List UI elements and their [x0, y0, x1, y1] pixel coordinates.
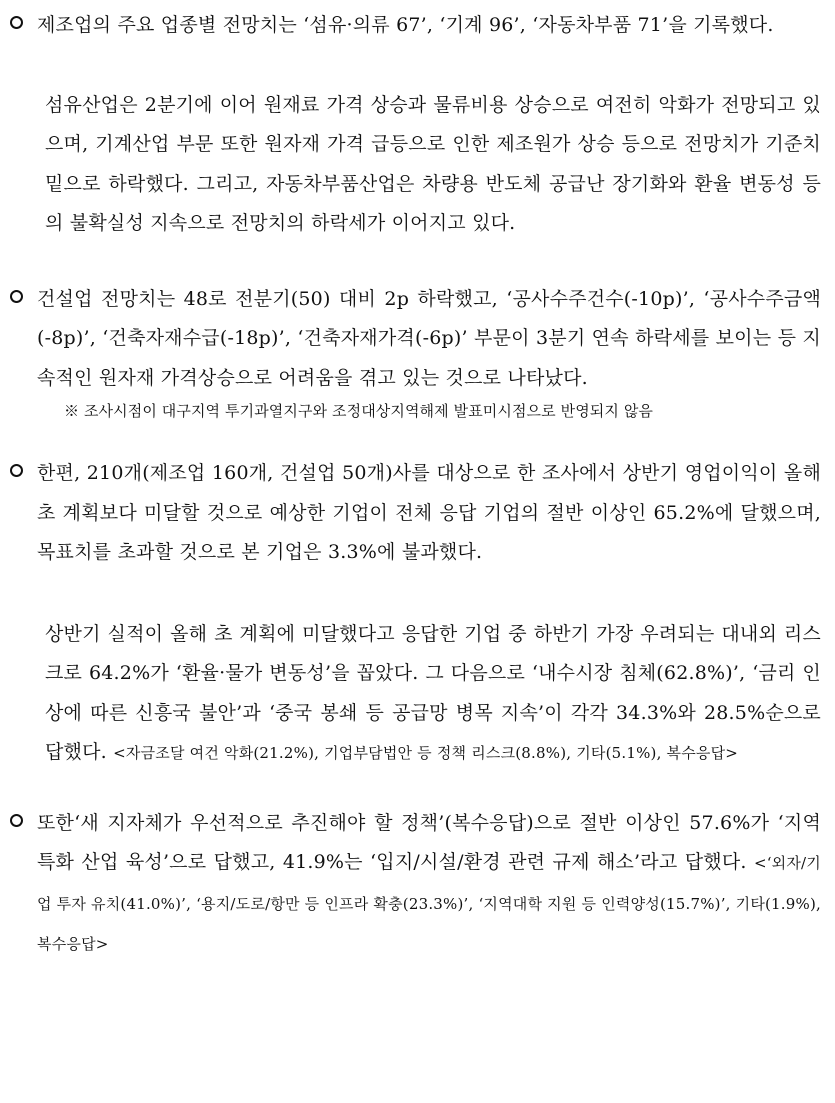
hollow-circle-bullet-icon: [10, 290, 23, 303]
hollow-circle-bullet-icon: [10, 814, 23, 827]
hollow-circle-bullet-icon: [10, 464, 23, 477]
bullet-survey: [8, 454, 821, 573]
survey-detail-main: 상반기 실적이 올해 초 계획에 미달했다고 응답한 기업 중 하반기 가장 우려되는 대내외 리스크로 64.2%가 ‘환율·물가 변동성’을 꼽았다. 그 다음으로 ‘내수시장 침체(62.8%)’, ‘금리 인상에 따른 신흥국 불안’과 ‘중국 봉쇄 등 공급망 병목 지속’이 각각 34.3%와 28.5%순으로 답했다.: [45, 622, 821, 763]
construction-footnote: ※ 조사시점이 대구지역 투기과열지구와 조정대상지역해제 발표미시점으로 반영되지 않음: [64, 402, 654, 420]
manufacturing-bullet-text: 제조업의 주요 업종별 전망치는 ‘섬유·의류 67’, ‘기계 96’, ‘자동차부품 71’을 기록했다.: [37, 14, 774, 36]
manufacturing-detail-paragraph: 섬유산업은 2분기에 이어 원재료 가격 상승과 물류비용 상승으로 여전히 악화가 전망되고 있으며, 기계산업 부문 또한 원자재 가격 급등으로 인한 제조원가 상승 등으로 전망치가 기준치 밑으로 하락했다. 그리고, 자동차부품산업은 차량용 반도체 공급난 장기화와 환율 변동성 등의 불확실성 지속으로 전망치의 하락세가 이어지고 있다.: [45, 93, 821, 234]
survey-bullet-text: 한편, 210개(제조업 160개, 건설업 50개)사를 대상으로 한 조사에서 상반기 영업이익이 올해 초 계획보다 미달할 것으로 예상한 기업이 전체 응답 기업의 절반 이상인 65.2%에 달했으며, 목표치를 초과할 것으로 본 기업은 3.3%에 불과했다.: [37, 462, 821, 563]
bullet-manufacturing: [8, 6, 821, 46]
survey-detail-paragraph: [8, 615, 821, 774]
policy-bullet-main: 또한‘새 지자체가 우선적으로 추진해야 할 정책’(복수응답)으로 절반 이상인 57.6%가 ‘지역 특화 산업 육성’으로 답했고, 41.9%는 ‘입지/시설/환경 관련 규제 해소’라고 답했다.: [37, 811, 821, 873]
survey-detail-small: <자금조달 여건 악화(21.2%), 기업부담법안 등 정책 리스크(8.8%), 기타(5.1%), 복수응답>: [113, 744, 739, 762]
policy-bullet-small: <‘외자/기업 투자 유치(41.0%)’, ‘용지/도로/항만 등 인프라 확충(23.3%)’, ‘지역대학 지원 등 인력양성(15.7%)’, 기타(1.9%), 복수응답>: [37, 854, 821, 953]
construction-bullet-text: 건설업 전망치는 48로 전분기(50) 대비 2p 하락했고, ‘공사수주건수(-10p)’, ‘공사수주금액(-8p)’, ‘건축자재수급(-18p)’, ‘건축자재가격(-6p)’ 부문이 3분기 연속 하락세를 보이는 등 지속적인 원자재 가격상승으로 어려움을 겪고 있는 것으로 나타났다.: [37, 287, 821, 389]
policy-bullet-text: [37, 804, 821, 965]
bullet-policy: [8, 804, 821, 965]
hollow-circle-bullet-icon: [10, 16, 23, 29]
bullet-construction: [8, 280, 821, 399]
